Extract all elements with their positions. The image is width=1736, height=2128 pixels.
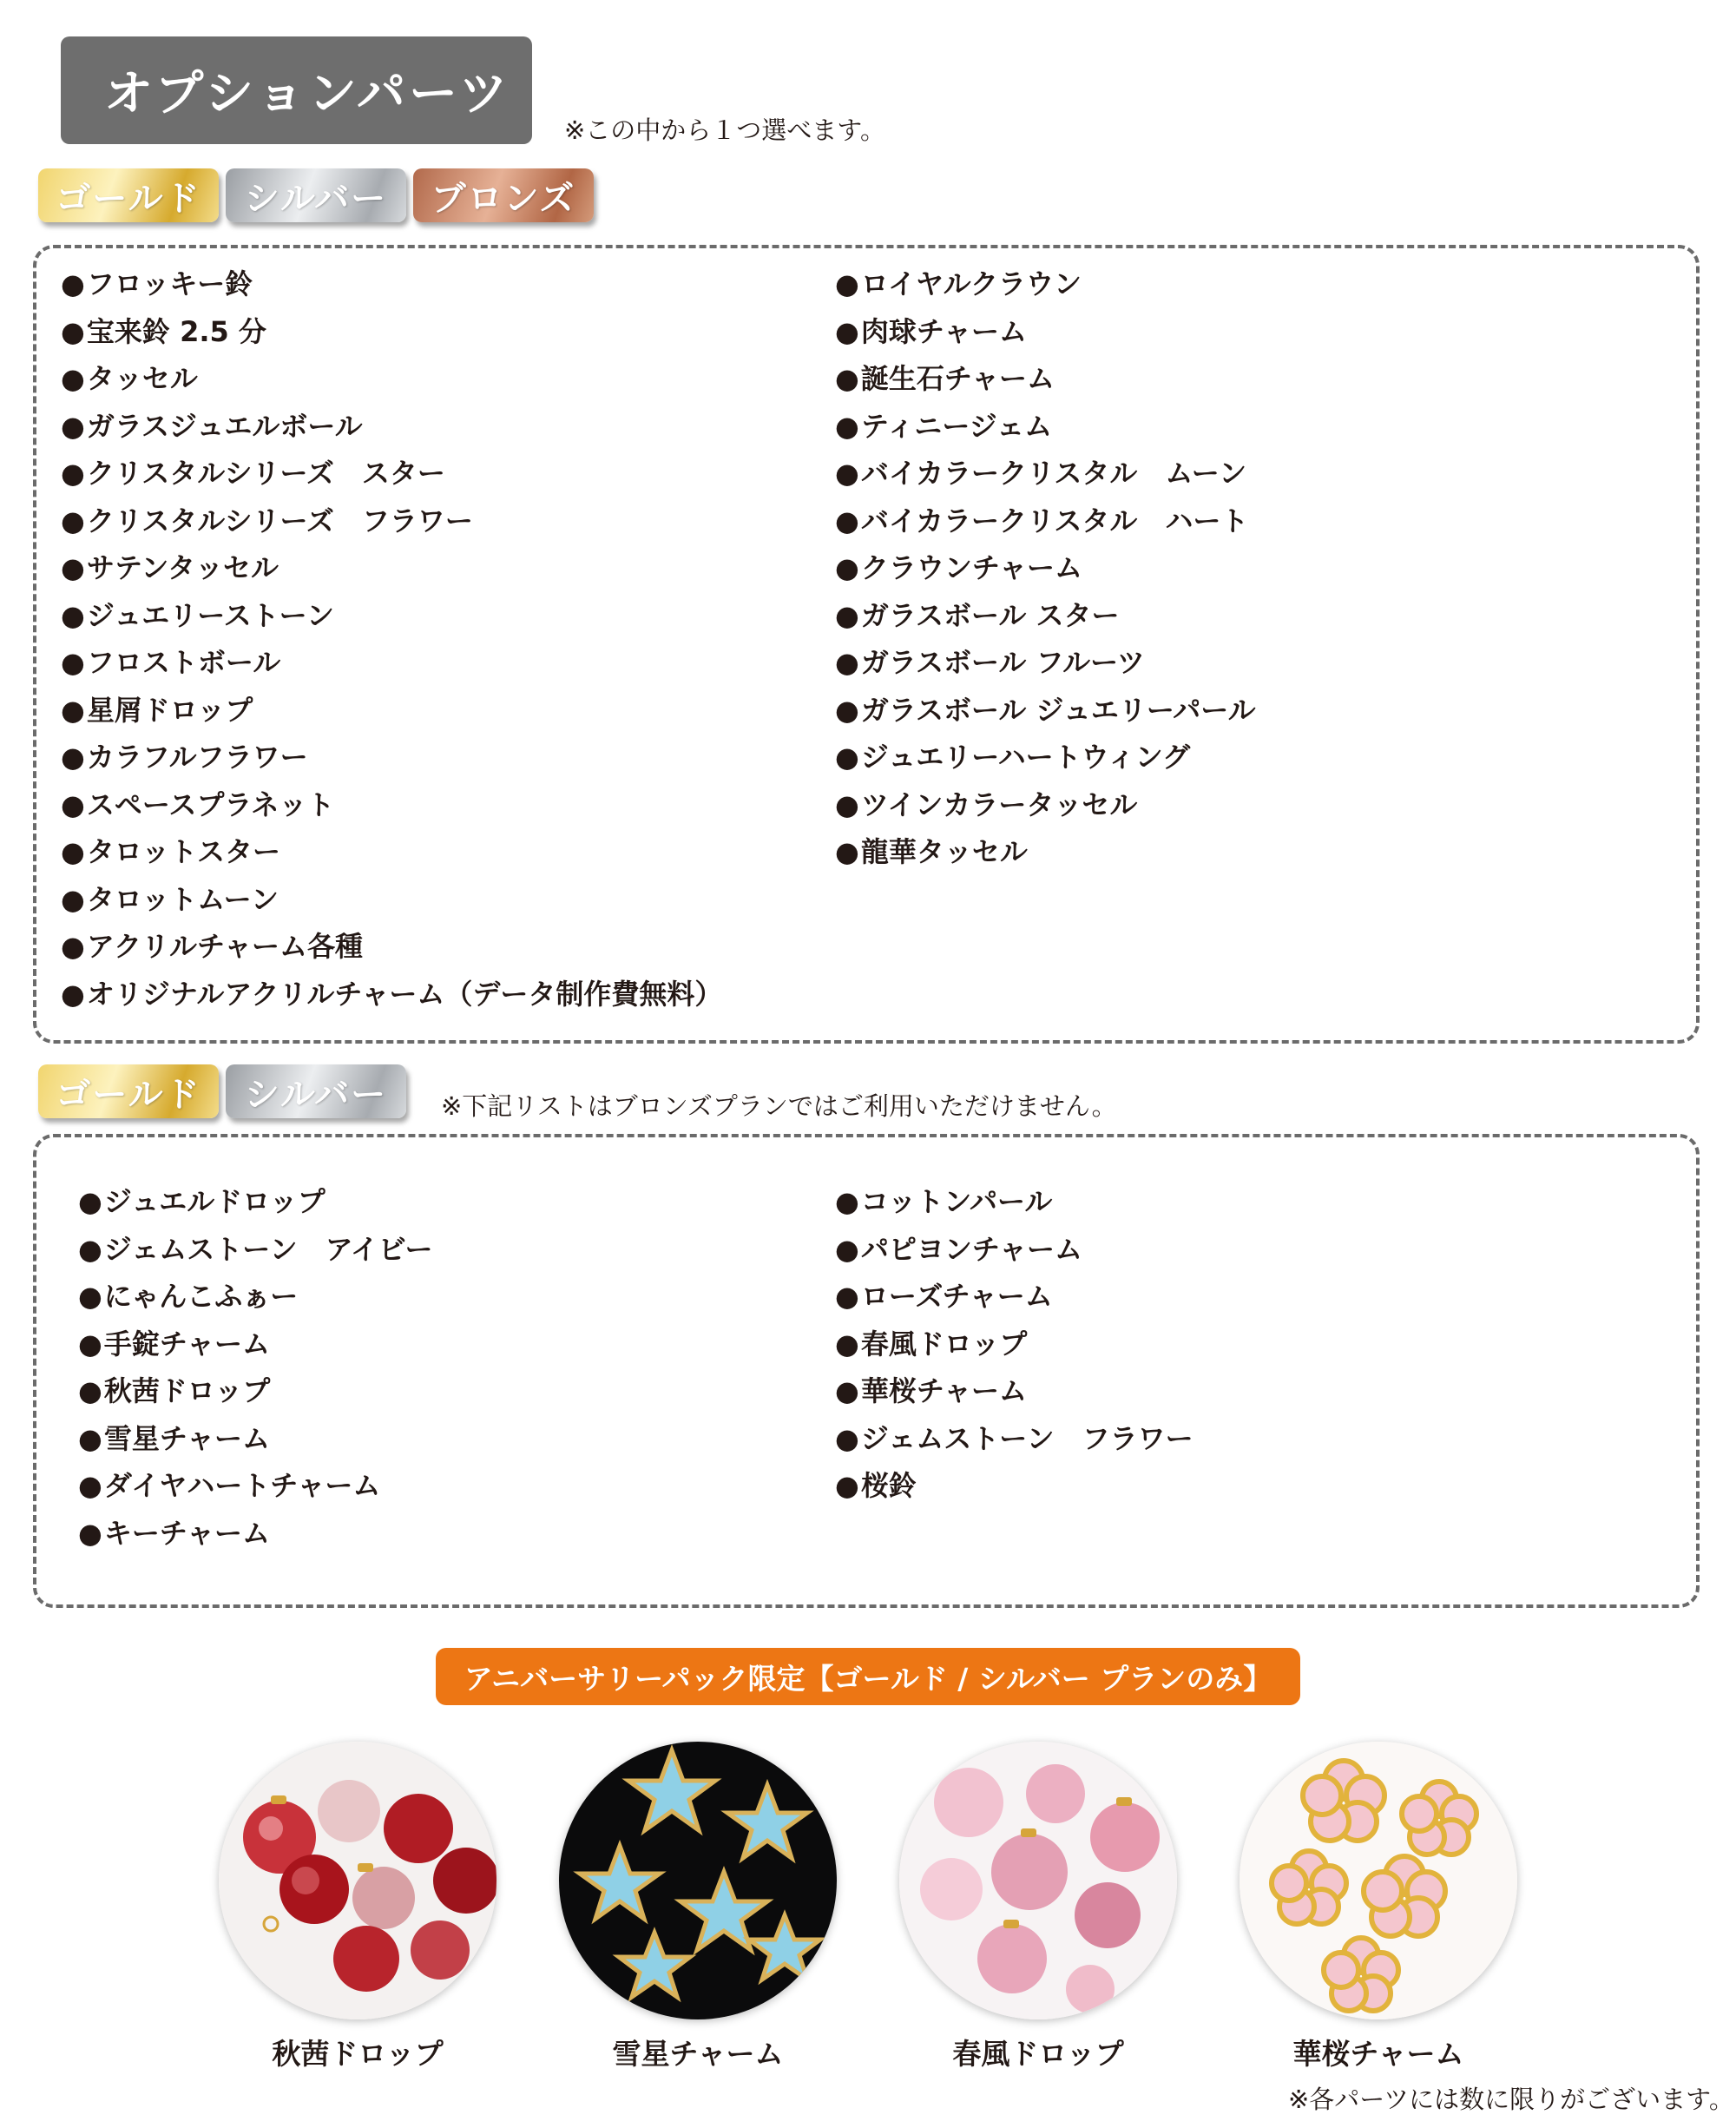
list-item: ● ジュエリーストーン — [61, 592, 722, 640]
badge-bronze: ブロンズ — [413, 168, 594, 222]
list-item: ● 雪星チャーム — [78, 1415, 432, 1463]
list-item: ● ダイヤハートチャーム — [78, 1462, 432, 1510]
anniversary-banner: アニバーサリーパック限定【ゴールド / シルバー プランのみ】 — [436, 1648, 1300, 1705]
list-item: ● サテンタッセル — [61, 544, 722, 592]
product-caption: 雪星チャーム — [612, 2037, 784, 2071]
parts-list-left — [78, 1178, 432, 1557]
list-item: ● クリスタルシリーズ スター — [61, 450, 722, 497]
list-item: ● ジュエルドロップ — [78, 1178, 432, 1226]
list-item: ● タッセル — [61, 355, 722, 403]
plan-badges-all — [38, 168, 594, 222]
list-item: ● 肉球チャーム — [835, 308, 1256, 356]
parts-list-right — [835, 1178, 1194, 1510]
list-item: ● カラフルフラワー — [61, 734, 722, 781]
list-item: ● ガラスジュエルボール — [61, 403, 722, 451]
list-item: ● ジェムストーン フラワー — [835, 1415, 1194, 1463]
sakura-charms-photo — [1240, 1742, 1517, 2019]
pink-glass-drops-photo — [899, 1742, 1177, 2019]
list-item: ● にゃんこふぁー — [78, 1273, 432, 1321]
list-item: ● クリスタルシリーズ フラワー — [61, 497, 722, 545]
list-item: ● 龍華タッセル — [835, 828, 1256, 876]
list-item: ● 誕生石チャーム — [835, 355, 1256, 403]
list-item: ● アクリルチャーム各種 — [61, 923, 722, 971]
product-caption: 秋茜ドロップ — [272, 2037, 444, 2071]
list-item: ● オリジナルアクリルチャーム（データ制作費無料） — [61, 971, 722, 1018]
list-item: ● コットンパール — [835, 1178, 1194, 1226]
list-item: ● フロストボール — [61, 639, 722, 687]
product-caption: 春風ドロップ — [952, 2037, 1124, 2071]
list-item: ● 宝来鈴 2.5 分 — [61, 308, 722, 356]
list-item: ● バイカラークリスタル ムーン — [835, 450, 1256, 497]
list-item: ● ツインカラータッセル — [835, 781, 1256, 829]
badge-silver: シルバー — [226, 1064, 406, 1118]
page-title: オプションパーツ — [61, 36, 532, 144]
list-item: ● ローズチャーム — [835, 1273, 1194, 1321]
list-item: ● ジェムストーン アイビー — [78, 1226, 432, 1274]
list-item: ● 手錠チャーム — [78, 1321, 432, 1368]
list-item: ● パピヨンチャーム — [835, 1226, 1194, 1274]
list-item: ● フロッキー鈴 — [61, 260, 722, 308]
badge-gold: ゴールド — [38, 1064, 219, 1118]
list-item: ● タロットムーン — [61, 876, 722, 924]
list-item: ● スペースプラネット — [61, 781, 722, 829]
selection-note: ※この中から１つ選べます。 — [564, 115, 885, 145]
list-item: ● 桜鈴 — [835, 1462, 1194, 1510]
list-item: ● ガラスボール ジュエリーパール — [835, 687, 1256, 735]
list-item: ● キーチャーム — [78, 1510, 432, 1558]
badge-gold: ゴールド — [38, 168, 219, 222]
parts-list-left — [61, 260, 722, 1018]
list-item: ● タロットスター — [61, 828, 722, 876]
star-charms-photo — [559, 1742, 837, 2019]
list-item: ● クラウンチャーム — [835, 544, 1256, 592]
list-item: ● バイカラークリスタル ハート — [835, 497, 1256, 545]
list-item: ● 星屑ドロップ — [61, 687, 722, 735]
list-item: ● ジュエリーハートウィング — [835, 734, 1256, 781]
quantity-limit-note: ※各パーツには数に限りがございます。 — [1288, 2085, 1734, 2114]
list-item: ● ガラスボール フルーツ — [835, 639, 1256, 687]
list-item: ● 春風ドロップ — [835, 1321, 1194, 1368]
list-item: ● ロイヤルクラウン — [835, 260, 1256, 308]
list-item: ● ティニージェム — [835, 403, 1256, 451]
bronze-exclusion-note: ※下記リストはブロンズプランではご利用いただけません。 — [441, 1091, 1117, 1121]
list-item: ● ガラスボール スター — [835, 592, 1256, 640]
plan-badges-gold-silver — [38, 1064, 406, 1118]
list-item: ● 秋茜ドロップ — [78, 1367, 432, 1415]
red-glass-drops-photo — [219, 1742, 496, 2019]
badge-silver: シルバー — [226, 168, 406, 222]
product-caption: 華桜チャーム — [1292, 2037, 1464, 2071]
list-item: ● 華桜チャーム — [835, 1367, 1194, 1415]
parts-list-right — [835, 260, 1256, 876]
